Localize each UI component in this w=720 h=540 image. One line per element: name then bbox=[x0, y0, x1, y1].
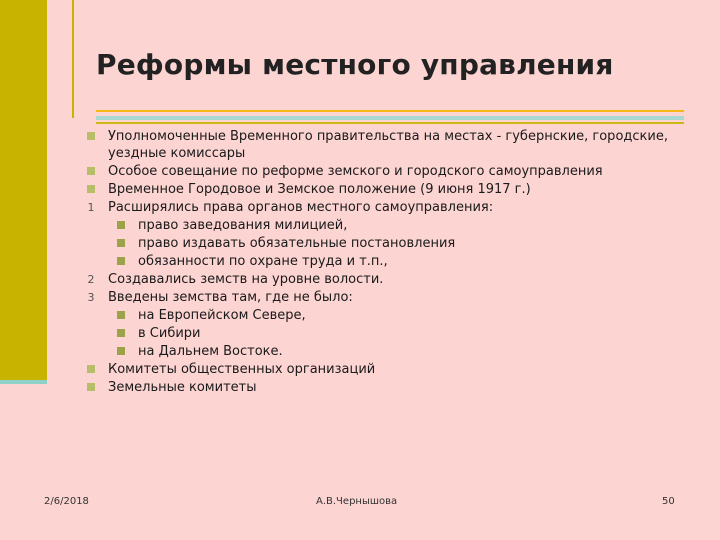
footer-date: 2/6/2018 bbox=[44, 496, 89, 507]
sub-list-item bbox=[84, 253, 694, 270]
list-item bbox=[84, 271, 694, 288]
list-item-text: Уполномоченные Временного правительства на местах - губернские, городские, уездные комиссары bbox=[108, 129, 668, 161]
list-item-text: Особое совещание по реформе земского и городского самоуправления bbox=[108, 164, 603, 179]
bullet-list bbox=[84, 128, 694, 397]
bullet-icon bbox=[114, 307, 128, 324]
list-item-text: в Сибири bbox=[138, 326, 201, 341]
list-item-text: Земельные комитеты bbox=[108, 380, 257, 395]
slide-title: Реформы местного управления bbox=[96, 48, 614, 81]
bullet-icon bbox=[114, 253, 128, 270]
bullet-icon bbox=[114, 217, 128, 234]
list-item-text: на Европейском Севере, bbox=[138, 308, 306, 323]
list-number: 2 bbox=[87, 273, 95, 286]
bullet-icon bbox=[84, 181, 98, 198]
vertical-rule bbox=[72, 0, 74, 118]
list-item-text: Временное Городовое и Земское положение (9 июня 1917 г.) bbox=[108, 182, 531, 197]
list-item-text: Комитеты общественных организаций bbox=[108, 362, 376, 377]
list-item-text: на Дальнем Востоке. bbox=[138, 344, 283, 359]
sub-list-item bbox=[84, 217, 694, 234]
list-item-text: обязанности по охране труда и т.п., bbox=[138, 254, 388, 269]
list-item bbox=[84, 181, 694, 198]
bullet-icon bbox=[84, 379, 98, 396]
list-item bbox=[84, 128, 694, 162]
bullet-icon bbox=[84, 361, 98, 378]
bullet-icon bbox=[114, 235, 128, 252]
list-item-text: право заведования милицией, bbox=[138, 218, 348, 233]
list-item bbox=[84, 199, 694, 216]
list-item-text: право издавать обязательные постановления bbox=[138, 236, 456, 251]
bullet-icon bbox=[84, 128, 98, 145]
list-item-text: Создавались земств на уровне волости. bbox=[108, 272, 384, 287]
horizontal-rule bbox=[96, 110, 684, 124]
left-decorative-band bbox=[0, 0, 47, 380]
footer-page-number: 50 bbox=[662, 496, 675, 507]
bullet-icon bbox=[84, 163, 98, 180]
list-number: 1 bbox=[87, 201, 95, 214]
footer-author: А.В.Чернышова bbox=[316, 496, 398, 507]
list-item-text: Введены земства там, где не было: bbox=[108, 290, 353, 305]
list-item bbox=[84, 163, 694, 180]
bullet-icon bbox=[114, 343, 128, 360]
sub-list-item bbox=[84, 235, 694, 252]
list-item bbox=[84, 379, 694, 396]
list-item bbox=[84, 361, 694, 378]
list-item-text: Расширялись права органов местного самоуправления: bbox=[108, 200, 494, 215]
sub-list-item bbox=[84, 325, 694, 342]
bullet-icon bbox=[114, 325, 128, 342]
left-band-divider bbox=[0, 380, 47, 384]
list-number: 3 bbox=[87, 291, 95, 304]
sub-list-item bbox=[84, 343, 694, 360]
list-item bbox=[84, 289, 694, 306]
sub-list-item bbox=[84, 307, 694, 324]
